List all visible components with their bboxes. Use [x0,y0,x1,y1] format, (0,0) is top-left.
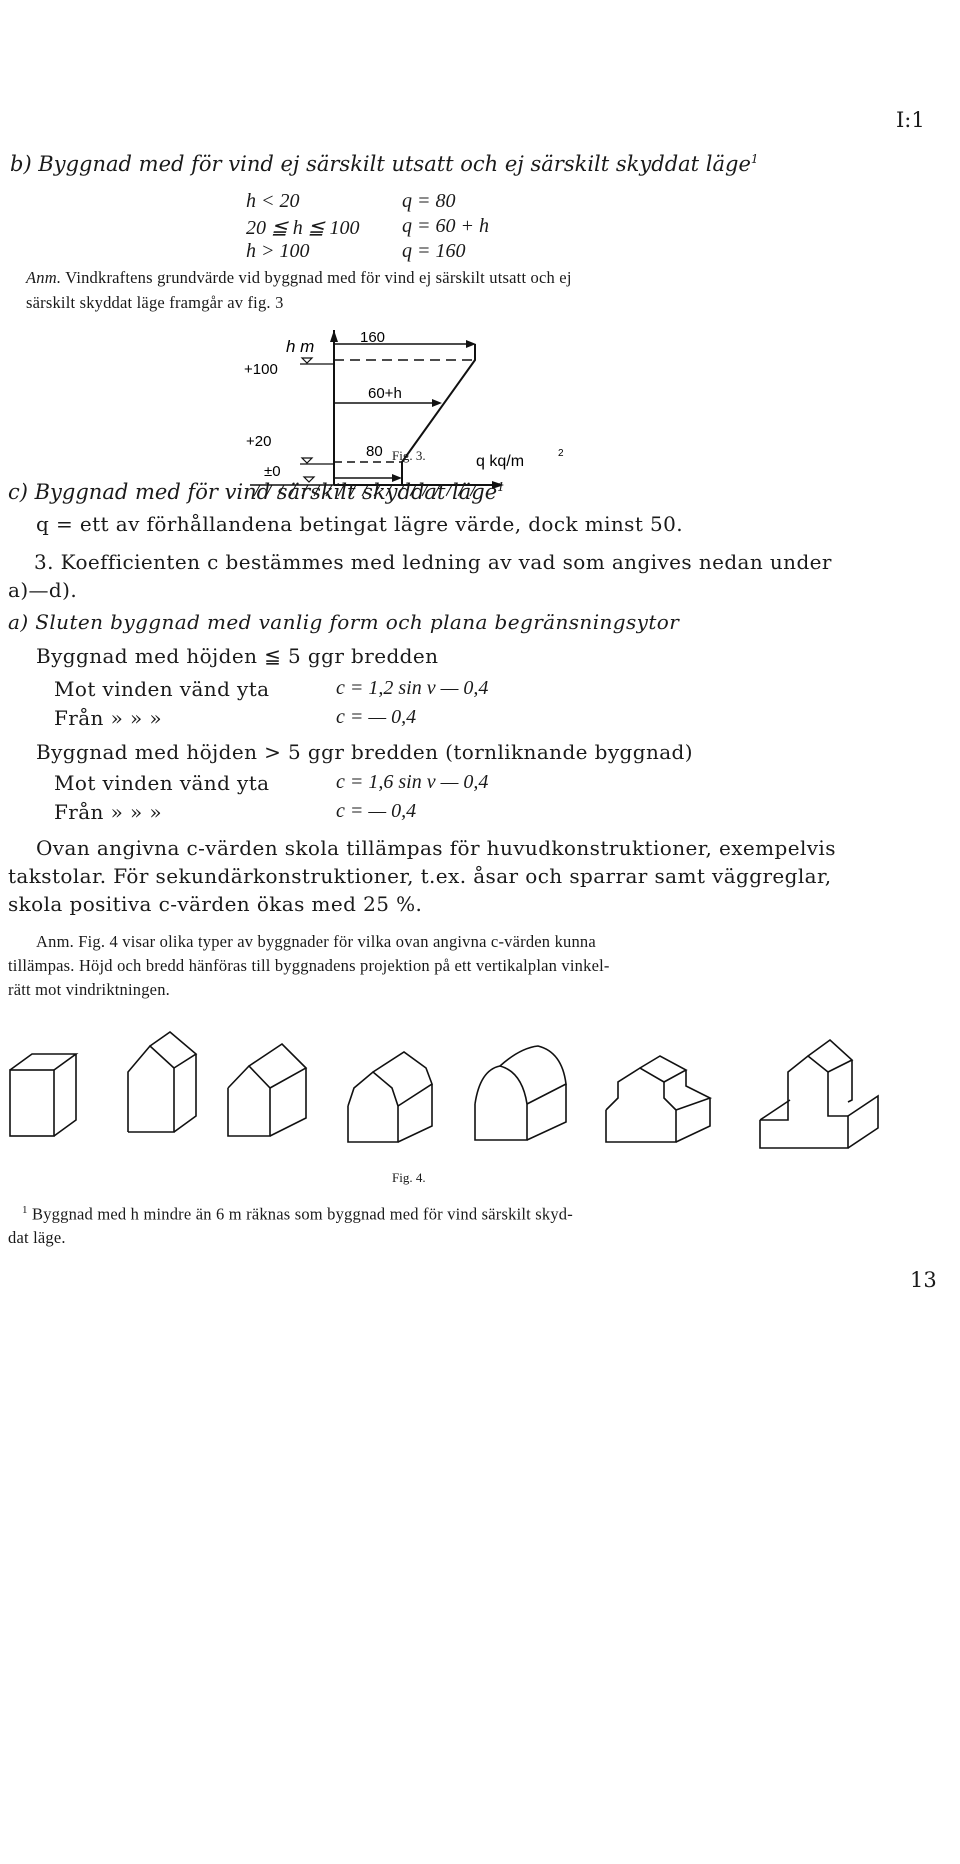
section-3-line1: 3. Koefficienten c bestämmes med ledning av vad som angives nedan under [34,550,832,574]
building-box [10,1054,76,1136]
y-label-100: +100 [244,361,278,378]
condition-3-q: q = 160 [402,240,466,262]
y-label-0: ±0 [264,463,281,480]
section-c-line: q = ett av förhållandena betingat lägre värde, dock minst 50. [36,512,684,536]
sub1-row1-label: Mot vinden vänd yta [54,677,270,701]
axis-label: h m [286,337,315,356]
building-stepped [760,1040,878,1148]
sub1-row2-label: Från » » » [54,706,163,730]
fig3-caption: Fig. 3. [392,448,426,463]
section-a-sub1: Byggnad med höjden ≦ 5 ggr bredden [36,644,439,668]
x-axis-label: q kq/m [476,453,525,470]
sub2-row2-label: Från » » » [54,800,163,824]
condition-2-q: q = 60 + h [402,215,489,237]
section-a-para2: takstolar. För sekundärkonstruktioner, t.ex. åsar och sparrar samt väggreglar, [8,864,832,888]
sub2-row2-formula: c = — 0,4 [336,800,417,822]
condition-1-h: h < 20 [246,190,300,212]
footnote-line2: dat läge. [8,1228,66,1247]
building-gambrel [348,1052,432,1142]
anm2-line3: rätt mot vindriktningen. [8,980,170,999]
fig4-buildings [0,1010,950,1160]
anm-b-line1: Anm. Vindkraftens grundvärde vid byggnad med för vind ej särskilt utsatt och ej [26,268,572,287]
section-a-sub2: Byggnad med höjden > 5 ggr bredden (tornliknande byggnad) [36,740,693,764]
building-clerestory [606,1056,710,1142]
building-shed [128,1032,196,1132]
footnote-line1: $^1$ Byggnad med h mindre än 6 m räknas som byggnad med för vind särskilt skyd- [22,1204,573,1224]
level-marker-20 [302,458,312,463]
sub2-row1-formula: c = 1,6 sin v — 0,4 [336,771,489,793]
condition-2-h: 20 ≦ h ≦ 100 [246,217,360,239]
building-curved [475,1046,566,1140]
fig4-caption: Fig. 4. [392,1170,426,1185]
section-a-heading: a) Sluten byggnad med vanlig form och plana begränsningsytor [8,610,680,634]
section-a-para1: Ovan angivna c-värden skola tillämpas för huvudkonstruktioner, exempelvis [36,836,836,860]
x-axis-sup: 2 [558,448,564,459]
value-top: 160 [360,330,386,346]
anm2-line2: tillämpas. Höjd och bredd hänföras till byggnadens projektion på ett vertikalplan vinkel- [8,956,610,975]
level-marker-100 [302,358,312,363]
section-3-line2: a)—d). [8,578,78,602]
page-label: I:1 [896,108,925,132]
anm2-line1: Anm. Fig. 4 visar olika typer av byggnader för vilka ovan angivna c-värden kunna [36,932,596,951]
sub2-row1-label: Mot vinden vänd yta [54,771,270,795]
sub1-row2-formula: c = — 0,4 [336,706,417,728]
section-a-para3: skola positiva c-värden ökas med 25 %. [8,892,423,916]
page-number: 13 [910,1268,937,1292]
building-gable [228,1044,306,1136]
value-mid: 60+h [368,385,402,402]
y-axis-arrow [330,330,338,342]
value-low: 80 [366,443,383,460]
condition-1-q: q = 80 [402,190,456,212]
anm-b-line2: särskilt skyddat läge framgår av fig. 3 [26,293,284,312]
sub1-row1-formula: c = 1,2 sin v — 0,4 [336,677,489,699]
condition-3-h: h > 100 [246,240,310,262]
y-label-20: +20 [246,433,272,450]
section-c-heading: c) Byggnad med för vind särskilt skyddat läge$^1$ [8,480,505,504]
mid-arrow-head [432,399,442,407]
section-b-heading: b) Byggnad med för vind ej särskilt utsatt och ej särskilt skyddat läge$^1$ [10,152,759,176]
